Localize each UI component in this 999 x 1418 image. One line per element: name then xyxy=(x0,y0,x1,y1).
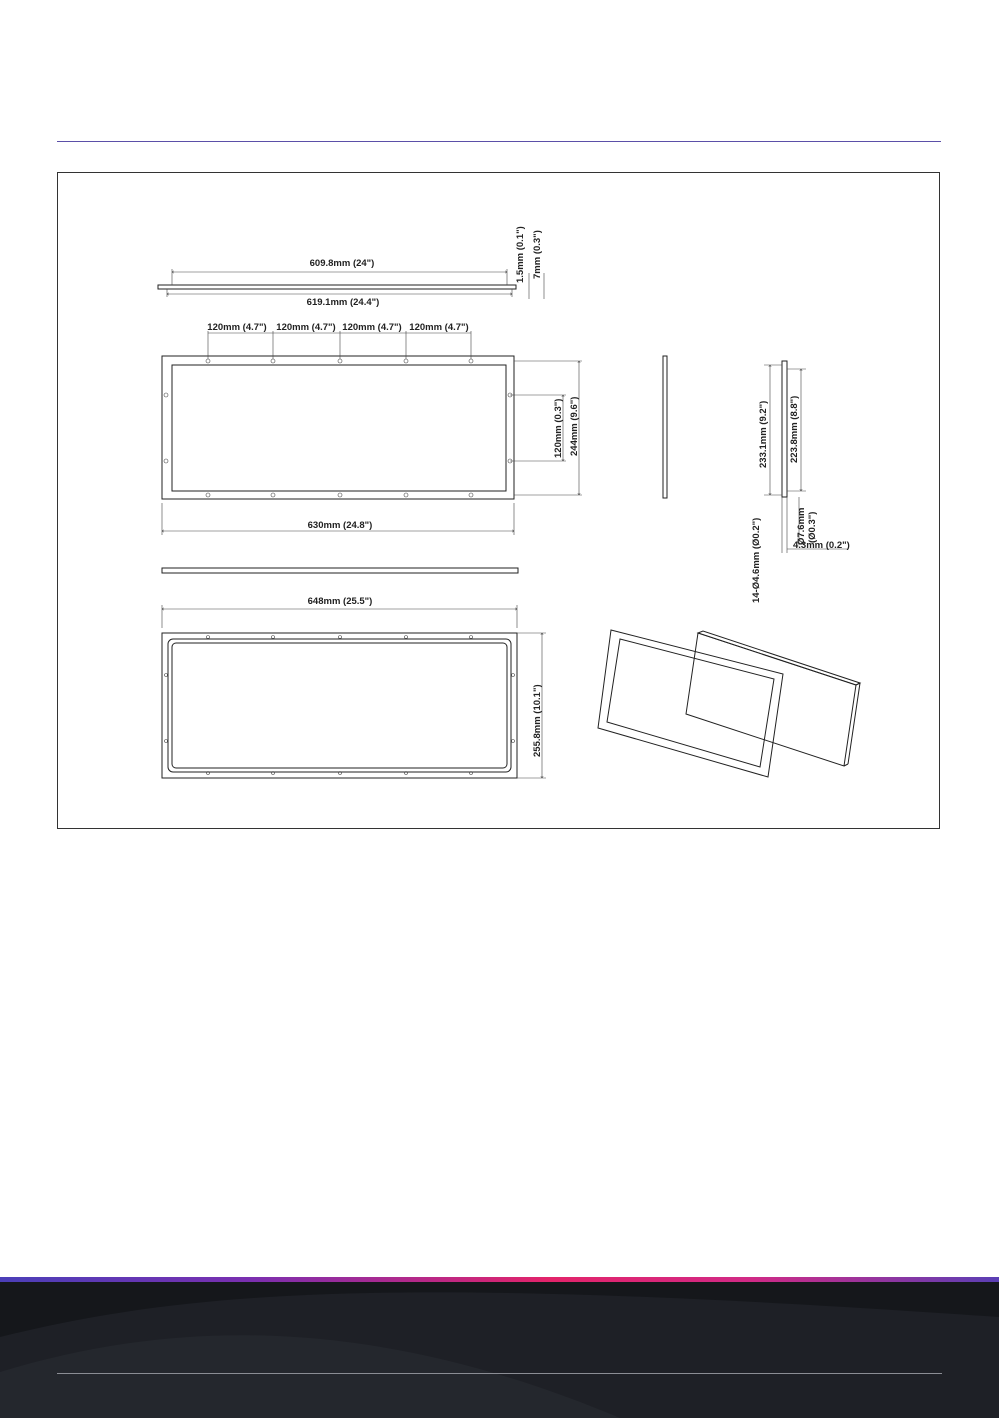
dim-hole-spacing-2: 120mm (4.7") xyxy=(276,322,336,333)
rear-gasket-inner xyxy=(172,643,507,768)
footer-divider xyxy=(57,1373,942,1374)
front-inner-frame xyxy=(172,365,506,491)
middle-edge-bar xyxy=(162,568,518,573)
side-profile-outline xyxy=(782,361,787,497)
dim-hole-count-diameter: 14-Ø4.6mm (Ø0.2") xyxy=(751,517,762,603)
dim-frame-height: 244mm (9.6") xyxy=(569,396,580,456)
dim-side-depth: 4.3mm (0.2") xyxy=(793,540,850,551)
technical-drawing xyxy=(58,173,941,830)
top-edge-view xyxy=(158,226,544,308)
side-profile-view xyxy=(751,361,850,603)
rear-outer-frame xyxy=(162,633,517,778)
dim-top-length-outer: 619.1mm (24.4") xyxy=(306,297,380,308)
dim-vertical-hole-spacing: 120mm (0.3") xyxy=(553,398,564,458)
front-view xyxy=(162,322,582,535)
dim-hole-diameter-in: (Ø0.3") xyxy=(807,511,818,543)
dim-hole-spacing-3: 120mm (4.7") xyxy=(342,322,402,333)
dim-outer-height: 255.8mm (10.1") xyxy=(532,684,543,757)
dim-hole-diameter: Ø7.6mm xyxy=(796,507,807,545)
dim-side-height-inner: 223.8mm (8.8") xyxy=(789,395,800,463)
dim-thickness-small: 1.5mm (0.1") xyxy=(515,226,526,283)
top-bar-outline xyxy=(158,285,516,289)
dim-hole-spacing-4: 120mm (4.7") xyxy=(409,322,469,333)
dim-thickness-large: 7mm (0.3") xyxy=(532,230,543,279)
rear-gasket-outer xyxy=(168,639,511,772)
footer-swoosh-graphic xyxy=(0,1277,999,1418)
dim-outer-width: 648mm (25.5") xyxy=(307,596,373,607)
dim-top-length-inner: 609.8mm (24") xyxy=(309,258,375,269)
page-footer xyxy=(0,1277,999,1418)
dim-side-height-outer: 233.1mm (9.2") xyxy=(758,400,769,468)
dim-frame-width: 630mm (24.8") xyxy=(307,520,373,531)
isometric-view xyxy=(598,630,860,777)
technical-drawing-frame xyxy=(57,172,940,829)
header-divider xyxy=(57,141,941,142)
dim-hole-spacing-1: 120mm (4.7") xyxy=(207,322,267,333)
side-edge-bar xyxy=(663,356,667,498)
rear-view xyxy=(162,596,546,778)
front-outer-frame xyxy=(162,356,514,499)
